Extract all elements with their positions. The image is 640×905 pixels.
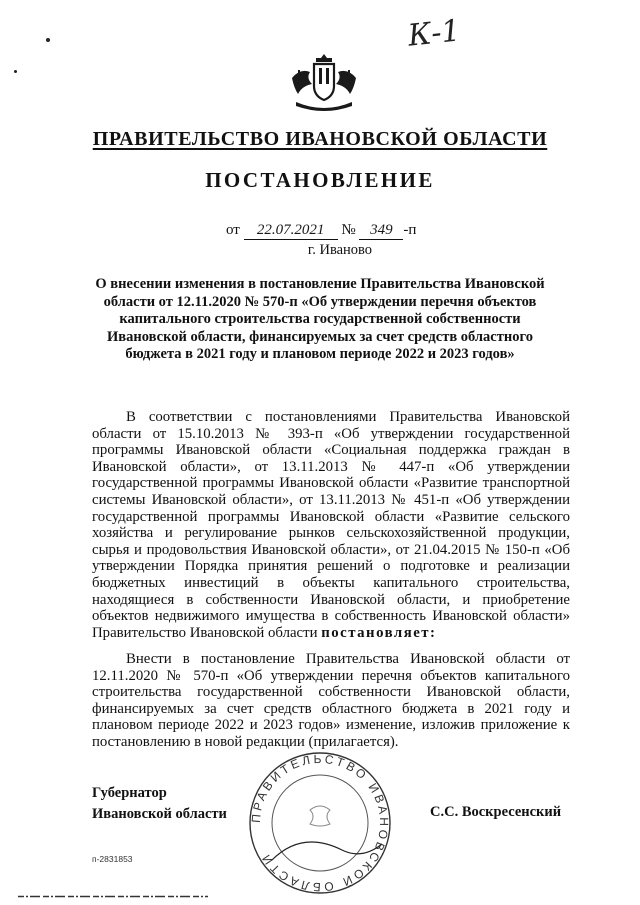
scan-artifact-line — [18, 895, 208, 898]
scan-speck — [46, 38, 50, 42]
document-number: 349 — [359, 222, 403, 240]
paragraph-text: В соответствии с постановлениями Правительства Ивановской области от 15.10.2013 № 393-п «Об утверждении государственной программы Ивановской области «Социальная поддержка граждан в Ивановской области», от 13.11.2013 № 447-п «Об утверждении государственной программы Ивановской области «Развитие транспортной системы Ивановской области», от 13.11.2013 № 451-п «Об утверждении государственной программы Ивановской области «Развитие сельского хозяйства и регулирование рынков сельскохозяйственной продукции, сырья и продовольствия Ивановской области», от 21.04.2015 № 150-п «Об утверждении Порядка принятия решений о подготовке и реализации бюджетных инвестиций в объекты капитального строительства, находящиеся в собственности Ивановской области, и приобретение объектов недвижимого имущества в собственность Ивановской области» Правительство Ивановской области — [92, 409, 570, 641]
document-subject: О внесении изменения в постановление Правительства Ивановской области от 12.11.2020 № 570-п «Об утверждении перечня объектов капитального строительства государственной собственности Ивановской области, финансируемых за счет средств областного бюджета в 2021 году и плановом периоде 2022 и 2023 годов» — [95, 276, 545, 363]
signatory-name: С.С. Воскресенский — [430, 804, 562, 820]
signatory-title-line: Губернатор — [92, 785, 167, 801]
city: г. Иваново — [307, 242, 373, 258]
official-stamp — [232, 748, 408, 898]
date-number-line — [226, 222, 416, 240]
handwritten-mark: К-1 — [406, 13, 463, 54]
svg-text:ПРАВИТЕЛЬСТВО ИВАНОВСКОЙ ОБЛАС: ПРАВИТЕЛЬСТВО ИВАНОВСКОЙ ОБЛАСТИ — [248, 751, 392, 895]
scan-speck — [14, 70, 17, 73]
number-sign: № — [341, 222, 356, 238]
government-title: ПРАВИТЕЛЬСТВО ИВАНОВСКОЙ ОБЛАСТИ — [92, 128, 548, 150]
document-date: 22.07.2021 — [244, 222, 338, 240]
document-code: п-2831853 — [92, 854, 133, 864]
body-paragraph: Внести в постановление Правительства Ивановской области от 12.11.2020 № 570-п «Об утверждении перечня объектов капитального строительства государственной собственности Ивановской области, финансируемых за счет средств областного бюджета в 2021 году и плановом периоде 2022 и 2023 годов» изменение, изложив приложение к постановлению в новой редакции (прилагается). — [92, 651, 570, 750]
number-suffix: -п — [403, 222, 417, 238]
date-prefix: от — [226, 222, 240, 238]
document-type: ПОСТАНОВЛЕНИЕ — [205, 168, 435, 192]
signatory-title-line: Ивановской области — [92, 806, 227, 822]
resolves-word: постановляет: — [321, 624, 437, 641]
body-paragraph — [92, 409, 570, 641]
signatory-title — [92, 783, 227, 825]
coat-of-arms-emblem — [288, 52, 360, 112]
